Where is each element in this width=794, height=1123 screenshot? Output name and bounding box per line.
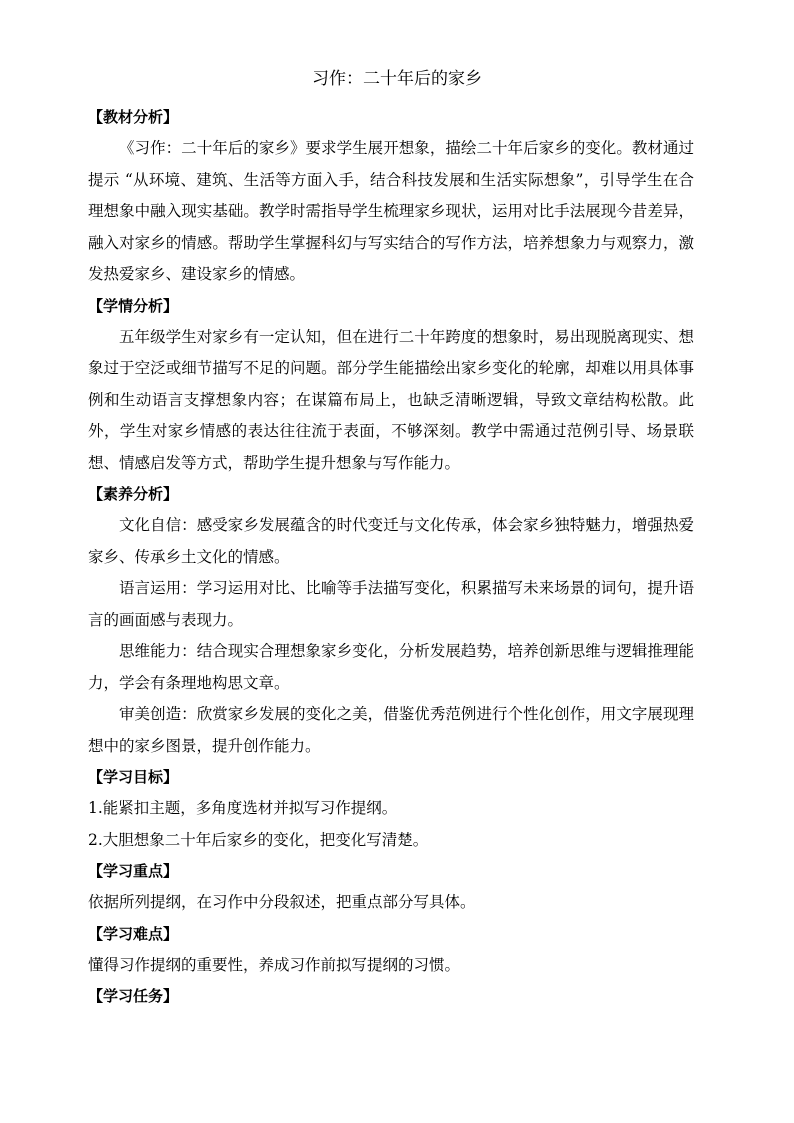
objective-item: 2.大胆想象二十年后家乡的变化，把变化写清楚。: [88, 830, 429, 849]
section-paragraph: 依据所列提纲，在习作中分段叙述，把重点部分写具体。: [88, 893, 476, 911]
section-paragraph: 审美创造：欣赏家乡发展的变化之美，借鉴优秀范例进行个性化创作，用文字展现理想中的家乡图景，提升创作能力。: [88, 705, 694, 755]
section-literacy-analysis: [88, 479, 694, 762]
section-paragraph: 懂得习作提纲的重要性，养成习作前拟写提纲的习惯。: [88, 955, 461, 974]
section-heading: 【学习目标】: [88, 768, 179, 786]
section-heading: 【学情分析】: [88, 296, 179, 315]
section-paragraph: 五年级学生对家乡有一定认知，但在进行二十年跨度的想象时，易出现脱离现实、想象过于空泛或细节描写不足的问题。部分学生能描绘出家乡变化的轮廓，却难以用具体事例和生动语言支撑想象内容；在谋篇布局上，也缺乏清晰逻辑，导致文章结构松散。此外，学生对家乡情感的表达往往流于表面，不够深刻。教学中需通过范例引导、场景联想、情感启发等方式，帮助学生提升想象与写作能力。: [88, 327, 694, 472]
section-paragraph: 思维能力：结合现实合理想象家乡变化，分析发展趋势，培养创新思维与逻辑推理能力，学会有条理地构思文章。: [88, 642, 694, 692]
section-learner-analysis: [88, 291, 694, 480]
section-textbook-analysis: [88, 102, 694, 291]
section-difficulties: [88, 919, 694, 982]
section-heading: 【教材分析】: [88, 108, 179, 126]
section-learning-objectives: [88, 762, 694, 856]
section-learning-tasks: [88, 981, 694, 1012]
section-key-points: [88, 856, 694, 919]
document-title: 习作：二十年后的家乡: [312, 69, 482, 89]
section-heading: 【学习难点】: [88, 924, 179, 943]
section-paragraph: 《习作：二十年后的家乡》要求学生展开想象，描绘二十年后家乡的变化。教材通过提示 “从环境、建筑、生活等方面入手，结合科技发展和生活实际想象”，引导学生在合理想象中融入现实基础。教学时需指导学生梳理家乡现状，运用对比手法展现今昔差异，融入对家乡的情感。帮助学生掌握科幻与写实结合的写作方法，培养想象力与观察力，激发热爱家乡、建设家乡的情感。: [88, 139, 694, 283]
section-heading: 【素养分析】: [88, 485, 179, 503]
section-paragraph: 语言运用：学习运用对比、比喻等手法描写变化，积累描写未来场景的词句，提升语言的画面感与表现力。: [88, 579, 694, 629]
section-paragraph: 文化自信：感受家乡发展蕴含的时代变迁与文化传承，体会家乡独特魅力，增强热爱家乡、传承乡土文化的情感。: [88, 516, 694, 566]
section-heading: 【学习重点】: [88, 862, 179, 880]
section-heading: 【学习任务】: [88, 987, 179, 1005]
objective-item: 1.能紧扣主题，多角度选材并拟写习作提纲。: [88, 799, 398, 817]
